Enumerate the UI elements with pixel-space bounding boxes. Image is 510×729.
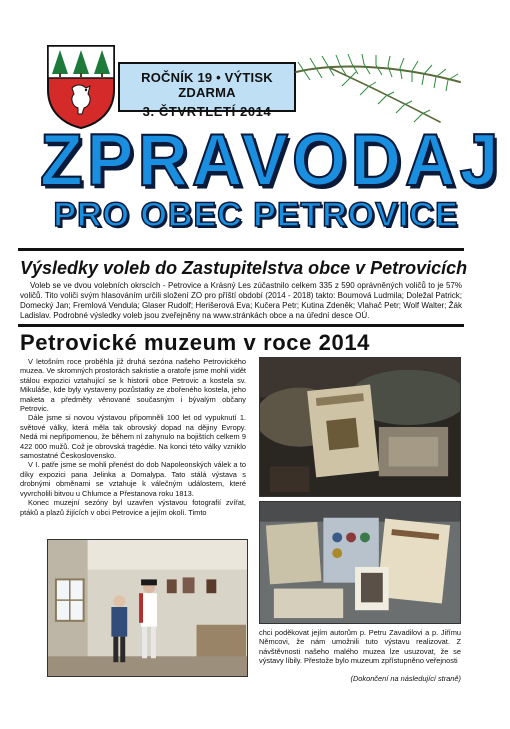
issue-info-box <box>118 62 296 119</box>
elections-heading: Výsledky voleb do Zastupitelstva obce v Petrovicích <box>20 258 468 278</box>
divider-top <box>18 248 464 251</box>
museum-article-left-column <box>20 357 246 517</box>
museum-article-continuation: chci poděkovat jejím autorům p. Petru Zavadilovi a p. Jiřímu Němcovi, že nám umožnili tuto výstavu realizovat. Z návštěvnosti našeho malého muzea lze usuzovat, že se výstavy líbily. Přestože bylo muzeum zpřístupněno veřejnosti <box>259 628 461 666</box>
masthead <box>40 119 503 234</box>
elections-text: Voleb se ve dvou volebních okrscích - Petrovice a Krásný Les zúčastnilo celkem 335 z 590 oprávněných voličů to je 57% voličů. Tito voliči svým hlasováním určili složení ZO pro příští období (2014 - 2018) takto: Boumová Ludmila; Doležal Patrick; Domecký Jan; Fremlová Vendula; Glaser Rudolf; Herišerová Eva; Kučera Petr; Kutina Zdeněk; Vlahač Petr; Wolf Walter; Žák Ladislav. Podrobné výsledky voleb jsou zveřejněny na www.stránkách obce a na úřední desce OÚ. <box>20 281 462 320</box>
divider-middle <box>18 324 464 327</box>
continued-note: (Dokončení na následující straně) <box>350 674 461 683</box>
issue-volume-line: ROČNÍK 19 • VÝTISK ZDARMA <box>141 70 273 100</box>
museum-paragraph: Dále jsme si novou výstavou připomněli 100 let od vypuknutí 1. světové války, která měla tak obrovský dopad na dějiny Evropy. Nedá mi nepřipomenou, že během ní zahynulo na bojištích celkem 9 422 000 mužů. Což je obrovská tragédie. Na konci této války vzniklo samostatné Československo. <box>20 413 246 461</box>
museum-room-photo-napoleonic <box>47 539 248 677</box>
museum-exhibit-photo-ww1 <box>259 357 461 497</box>
museum-paragraph: V letošním roce proběhla již druhá sezóna našeho Petrovického muzea. Ve skromných prostorách sakristie a oratoře jsme mohli vidět stálou expozici vztahující se k historii obce Petrovic a kostela sv. Mikuláše, kde byly vystaveny pozůstatky ze zbořeného kostela, jeho maketa a předměty věnované současným i bývalým občany Petrovic. <box>20 357 246 414</box>
masthead-title: ZPRAVODAJ <box>40 119 503 201</box>
municipal-crest-icon <box>46 44 116 130</box>
museum-paragraph: V I. patře jsme se mohli přenést do dob Napoleonských válek a to díky expozici pana Jelinka a Domalypa. Tato stálá výstava s drobnými obměnami se vztahuje k válečným událostem, které vyvrcholili bitvou u Chlumce a Přestanova roku 1813. <box>20 460 246 498</box>
museum-exhibit-photo-documents <box>259 501 461 624</box>
museum-paragraph: Konec muzejní sezóny byl uzavřen výstavou fotografií zvířat, ptáků a plazů žijících v obci Petrovice a jejím okolí. Timto <box>20 498 246 517</box>
masthead-subtitle: PRO OBEC PETROVICE <box>53 196 459 234</box>
issue-quarter-line: 3. ČTVRTLETÍ 2014 <box>142 104 272 119</box>
museum-heading: Petrovické muzeum v roce 2014 <box>20 330 371 355</box>
